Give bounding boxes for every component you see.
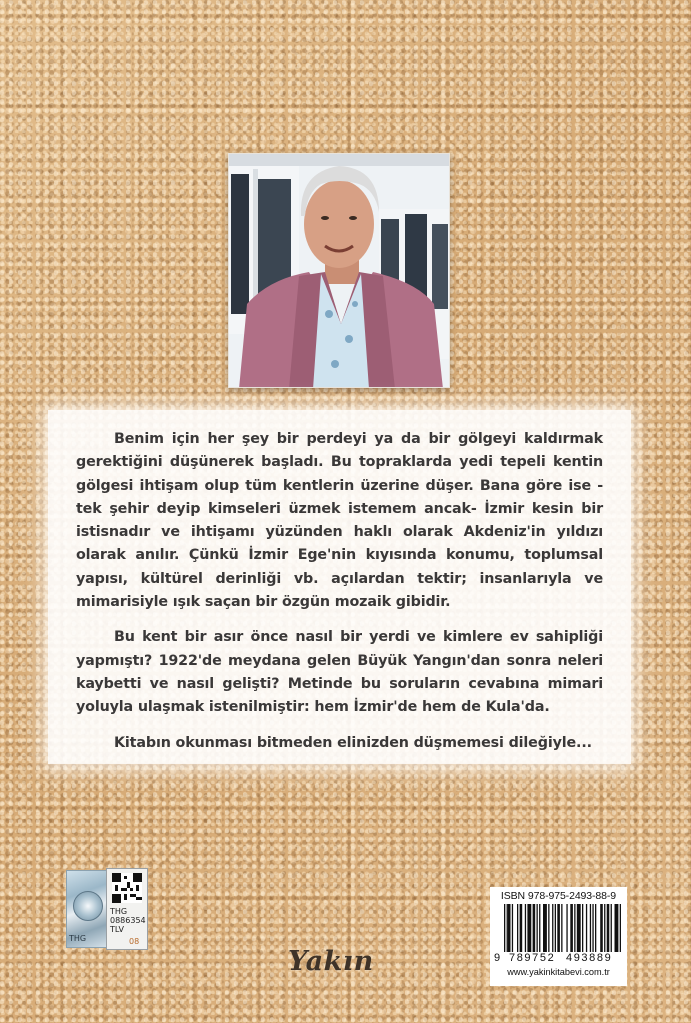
sticker-line-1: THG	[110, 907, 128, 916]
barcode-digit-group-2: 493889	[566, 952, 613, 964]
barcode-digit-first: 9	[494, 952, 501, 964]
hologram-tag: THG	[69, 934, 87, 943]
publisher-logo: Yakın	[288, 946, 374, 977]
hologram-strip	[66, 870, 108, 948]
author-portrait-image	[229, 154, 450, 388]
hologram-seal-icon	[73, 891, 103, 921]
sticker-side-code: 08	[129, 937, 140, 946]
sticker-line-2: 0886354	[110, 916, 146, 925]
author-photo	[228, 153, 450, 388]
qr-code-icon	[112, 873, 142, 903]
description-paragraph-1: Benim için her şey bir perdeyi ya da bir gölgeyi kaldırmak gerektiğini düşünerek başladı. Bu topraklarda yedi tepeli kentin gölgesi ihtişam olup tüm kentlerin üzerine düşer. Bana göre ise -tek şehir deyip kimseleri üzmek istemem ancak- İzmir kesin bir istisnadır ve ihtişamı yüzünden haklı olarak Akdeniz'in yıldızı olarak anılır. Çünkü İzmir Ege'nin kıyısında konumu, toplumsal yapısı, kültürel derinliği vb. açılardan tektir; insanlarıyla ve mimarisiyle ışık saçan bir özgün mozaik gibidir.	[76, 431, 603, 611]
sticker-line-3: TLV	[110, 925, 124, 934]
bandrol-sticker	[66, 868, 148, 950]
barcode-digits	[494, 952, 623, 965]
isbn-label: ISBN 978-975-2493-88-9	[500, 890, 617, 902]
sticker-label	[106, 868, 148, 950]
isbn-barcode-box	[490, 887, 627, 986]
barcode-icon	[494, 904, 623, 952]
description-closing-line: Kitabın okunması bitmeden elinizden düşmemesi dileğiyle...	[114, 734, 592, 751]
publisher-website: www.yakinkitabevi.com.tr	[507, 967, 610, 977]
description-paragraph-2: Bu kent bir asır önce nasıl bir yerdi ve kimlere ev sahipliği yapmıştı? 1922'de meydana gelen Büyük Yangın'dan sonra neleri kaybetti ve nasıl gelişti? Metinde bu soruların cevabına mimari yoluyla ulaşmak istenilmiştir: hem İzmir'de hem de Kula'da.	[76, 629, 603, 716]
description-panel	[48, 410, 631, 764]
barcode-digit-group-1: 789752	[509, 952, 556, 964]
